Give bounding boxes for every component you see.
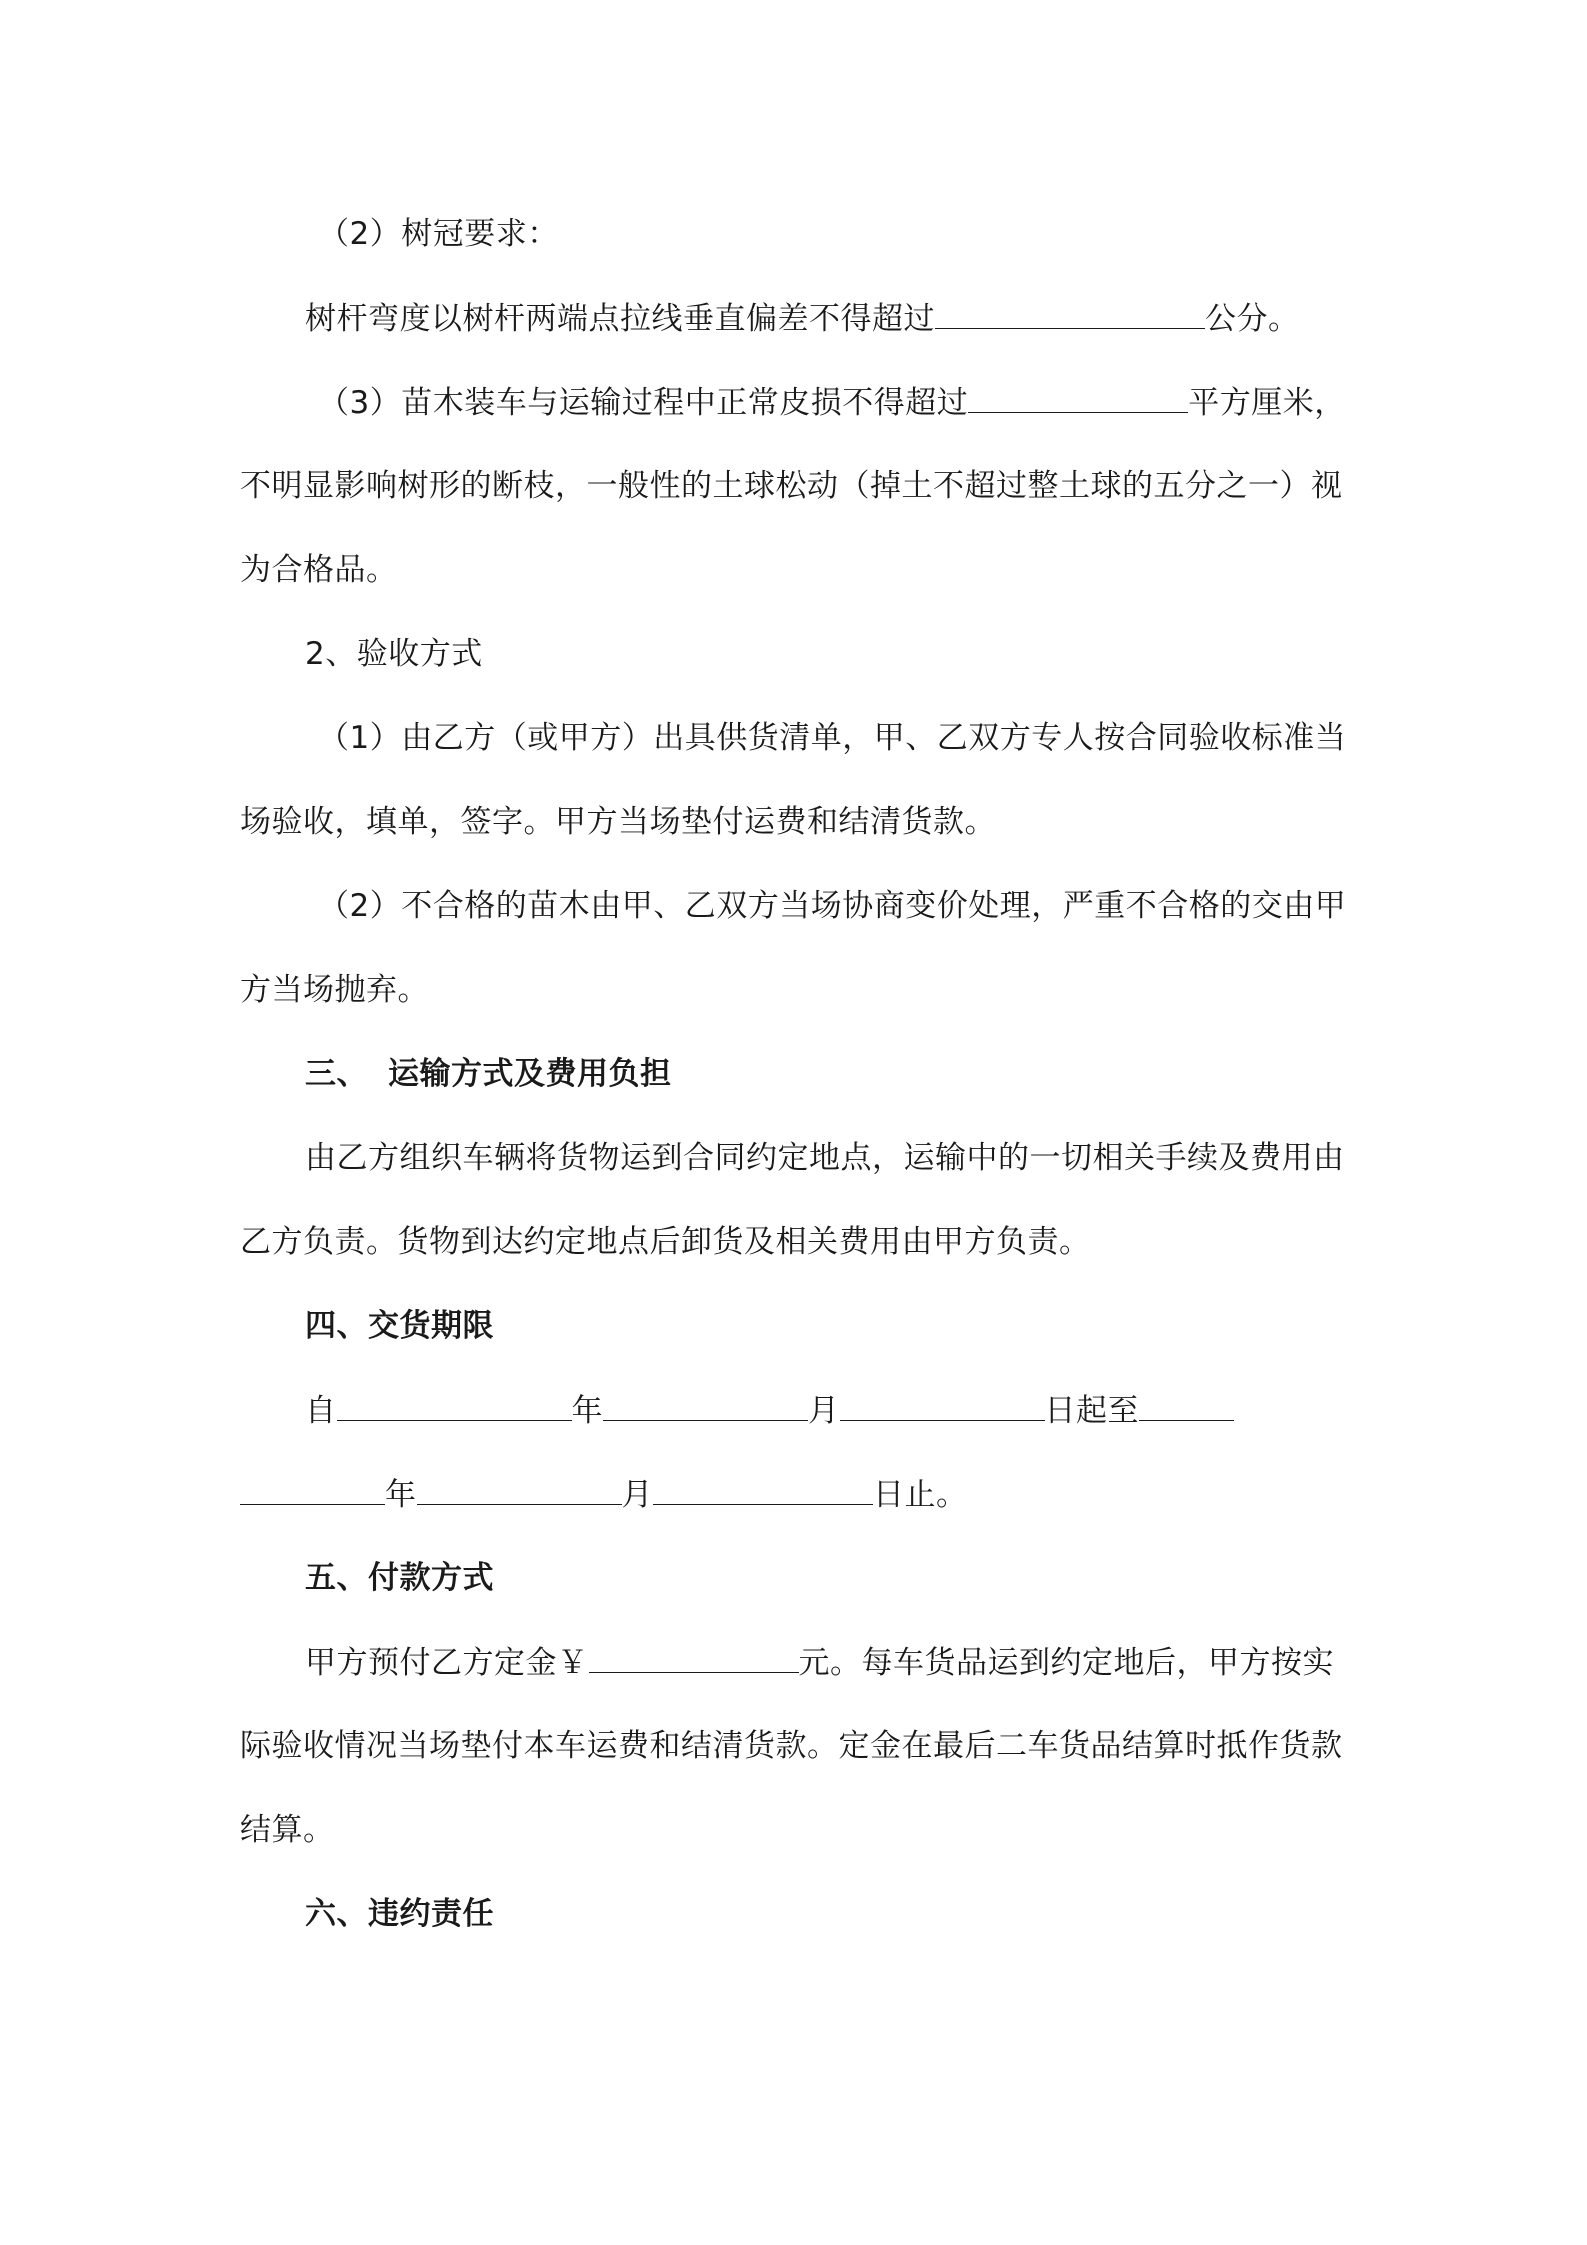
text: 月 — [621, 1477, 653, 1513]
text: 乙方负责。货物到达约定地点后卸货及相关费用由甲方负责。 — [240, 1224, 1091, 1260]
acceptance-method-heading — [305, 634, 483, 674]
delivery-date-from — [305, 1390, 1234, 1431]
blank-field — [935, 298, 1205, 329]
paragraph-line — [240, 970, 429, 1010]
paragraph-line — [240, 466, 1343, 506]
section-title: 五、付款方式 — [305, 1560, 494, 1596]
paragraph-line — [305, 1138, 1345, 1178]
paragraph-line — [318, 718, 1346, 758]
text: 平方厘米， — [1188, 385, 1346, 421]
section-heading-3 — [305, 1054, 672, 1094]
delivery-date-to — [240, 1474, 968, 1515]
text: 2、验收方式 — [305, 636, 483, 672]
blank-field — [653, 1474, 873, 1505]
text: 年 — [571, 1393, 603, 1429]
text: 不明显影响树形的断枝，一般性的土球松动（掉土不超过整土球的五分之一）视 — [240, 468, 1343, 504]
text: 元。每车货品运到约定地后，甲方按实 — [798, 1645, 1334, 1681]
paragraph-line — [318, 886, 1346, 926]
text: 为合格品。 — [240, 552, 398, 588]
paragraph-line — [240, 1810, 335, 1850]
trunk-bend-clause — [305, 298, 1300, 339]
text: 月 — [808, 1393, 840, 1429]
paragraph-line — [240, 1726, 1343, 1766]
text: 年 — [385, 1477, 417, 1513]
text: 公分。 — [1205, 301, 1300, 337]
section-title: 六、违约责任 — [305, 1896, 494, 1932]
text: 由乙方组织车辆将货物运到合同约定地点，运输中的一切相关手续及费用由 — [305, 1140, 1345, 1176]
text: 树杆弯度以树杆两端点拉线垂直偏差不得超过 — [305, 301, 935, 337]
text: 结算。 — [240, 1812, 335, 1848]
text: 方当场抛弃。 — [240, 972, 429, 1008]
blank-field — [603, 1390, 808, 1421]
paragraph-line — [240, 1222, 1091, 1262]
text: （3）苗木装车与运输过程中正常皮损不得超过 — [318, 385, 969, 421]
text: 场验收，填单，签字。甲方当场垫付运费和结清货款。 — [240, 804, 996, 840]
section-title: 运输方式及费用负担 — [388, 1056, 672, 1092]
text: 日起至 — [1044, 1393, 1139, 1429]
deposit-clause — [305, 1642, 1334, 1683]
blank-field — [1139, 1390, 1234, 1421]
blank-field — [240, 1474, 385, 1505]
section-heading-4 — [305, 1306, 494, 1346]
text: 自 — [305, 1393, 337, 1429]
blank-field — [840, 1390, 1045, 1421]
text: 际验收情况当场垫付本车运费和结清货款。定金在最后二车货品结算时抵作货款 — [240, 1728, 1343, 1764]
text: （1）由乙方（或甲方）出具供货清单，甲、乙双方专人按合同验收标准当 — [318, 720, 1347, 756]
text: （2）不合格的苗木由甲、乙双方当场协商变价处理，严重不合格的交由甲 — [318, 888, 1347, 924]
blank-field — [337, 1390, 572, 1421]
paragraph-line — [240, 802, 996, 842]
section-heading-6 — [305, 1894, 494, 1934]
text: （2）树冠要求： — [318, 216, 559, 252]
text: 日止。 — [873, 1477, 968, 1513]
paragraph-line — [240, 550, 398, 590]
blank-field — [417, 1474, 622, 1505]
text: 甲方预付乙方定金￥ — [305, 1645, 589, 1681]
blank-field — [589, 1642, 799, 1673]
transport-damage-clause — [318, 382, 1346, 423]
section-title: 四、交货期限 — [305, 1308, 494, 1344]
tree-crown-requirement — [318, 214, 559, 254]
section-number: 三、 — [305, 1056, 368, 1092]
section-heading-5 — [305, 1558, 494, 1598]
blank-field — [968, 382, 1188, 413]
